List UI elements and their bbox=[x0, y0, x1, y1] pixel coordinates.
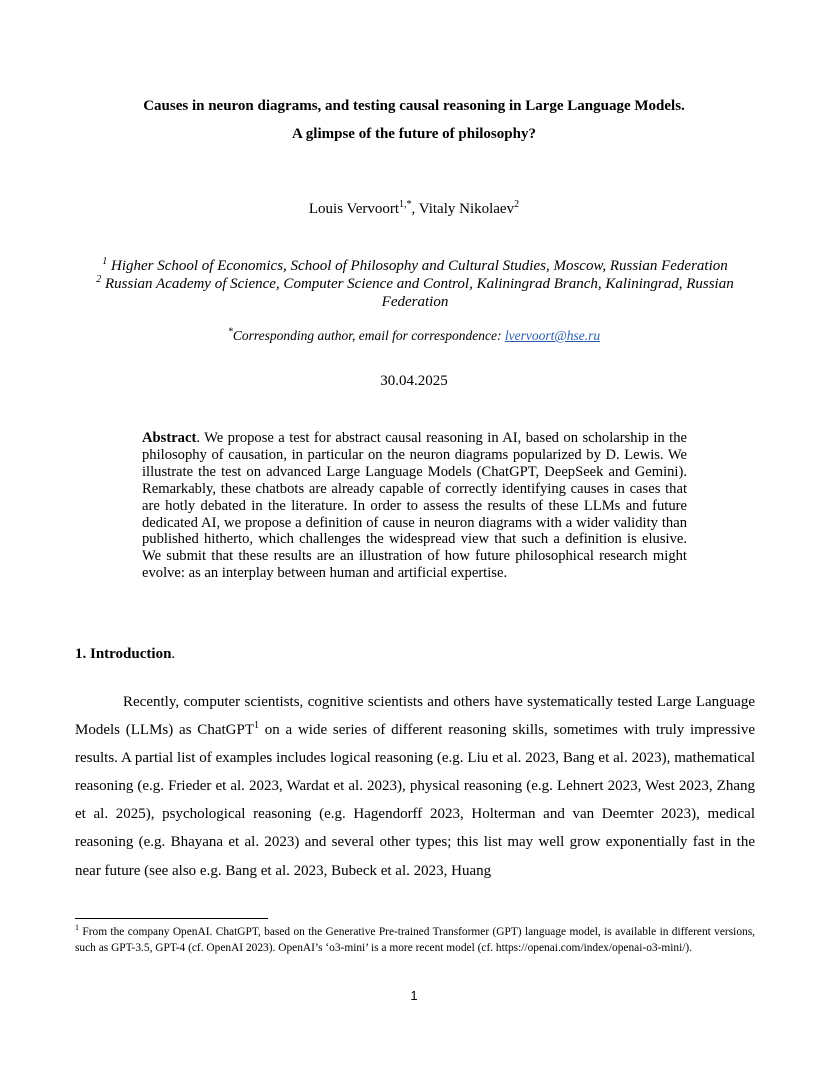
section-heading-text: 1. Introduction bbox=[75, 646, 172, 662]
page-number: 1 bbox=[410, 988, 418, 1003]
paragraph bbox=[75, 688, 755, 885]
corresponding-author-note bbox=[0, 328, 828, 344]
paper-title-line-1: Causes in neuron diagrams, and testing causal reasoning in Large Language Models. bbox=[143, 98, 685, 114]
publication-date: 30.04.2025 bbox=[380, 373, 448, 389]
affiliation-mark: 2 bbox=[96, 274, 102, 285]
abstract bbox=[142, 430, 687, 582]
section-heading-period: . bbox=[171, 646, 176, 662]
paragraph-text: Recently, computer scientists, cognitive scientists and others have systematically tested Large Language Models (LLMs) as ChatGPT bbox=[75, 694, 755, 739]
corresponding-mark: * bbox=[227, 326, 233, 338]
affiliation-mark: 1 bbox=[102, 256, 108, 267]
body-text bbox=[75, 688, 755, 885]
footnote-divider bbox=[75, 918, 268, 919]
author-list bbox=[0, 201, 828, 218]
abstract-label: Abstract bbox=[142, 430, 197, 446]
author-separator: , bbox=[411, 201, 419, 217]
paragraph-text: on a wide series of different reasoning skills, sometimes with truly impressive results. A partial list of examples includes logical reasoning (e.g. Liu et al. 2023, Bang et al. 2023), mathematical reasoning (e.g. Frieder et al. 2023, Wardat et al. 2023), physical reasoning (e.g. Lehnert 2023, West 2023, Zhang et al. 2025), psychological reasoning (e.g. Hagendorff 2023, Holterman and van Deemter 2023), medical reasoning (e.g. Bhayana et al. 2023) and several other types; this list may well grow exponentially fast in the near future (see also e.g. Bang et al. 2023, Bubeck et al. 2023, Huang bbox=[75, 722, 756, 879]
author-affiliation-mark: 2 bbox=[514, 199, 520, 210]
footnote-mark: 1 bbox=[75, 923, 79, 933]
author-name: Vitaly Nikolaev bbox=[418, 201, 515, 217]
email-link[interactable]: lvervoort@hse.ru bbox=[504, 328, 601, 343]
corresponding-text: Corresponding author, email for correspondence: bbox=[232, 328, 505, 343]
section-heading bbox=[75, 646, 175, 663]
affiliation-text: Higher School of Economics, School of Philosophy and Cultural Studies, Moscow, Russian Federation bbox=[110, 258, 728, 274]
footnote-reference[interactable]: 1 bbox=[253, 720, 259, 732]
affiliation bbox=[70, 275, 760, 311]
author-name: Louis Vervoort bbox=[308, 201, 400, 217]
footnote-text: From the company OpenAI. ChatGPT, based on the Generative Pre-trained Transformer (GPT) language model, is available in different versions, such as GPT-3.5, GPT-4 (cf. OpenAI 2023). OpenAI’s ‘o3-mini’ is a more recent model (cf. https://openai.com/index/openai-o3-mini/). bbox=[75, 926, 755, 954]
footnote bbox=[75, 925, 755, 956]
affiliation-text: Russian Academy of Science, Computer Science and Control, Kaliningrad Branch, Kaliningrad, Russian Federation bbox=[105, 276, 734, 310]
abstract-text: . We propose a test for abstract causal reasoning in AI, based on scholarship in the philosophy of causation, in particular on the neuron diagrams popularized by D. Lewis. We illustrate the test on advanced Large Language Models (ChatGPT, DeepSeek and Gemini). Remarkably, these chatbots are already capable of correctly identifying causes in cases that are hotly debated in the literature. In order to assess the results of these LLMs and future dedicated AI, we propose a definition of cause in neuron diagrams with a wider validity than published hitherto, which challenges the widespread view that such a definition is elusive. We submit that these results are an illustration of how future philosophical research might evolve: as an interplay between human and artificial expertise. bbox=[142, 430, 687, 582]
paper-title-line-2: A glimpse of the future of philosophy? bbox=[292, 126, 536, 142]
affiliation bbox=[70, 257, 760, 275]
author-affiliation-mark: 1,* bbox=[399, 199, 412, 210]
